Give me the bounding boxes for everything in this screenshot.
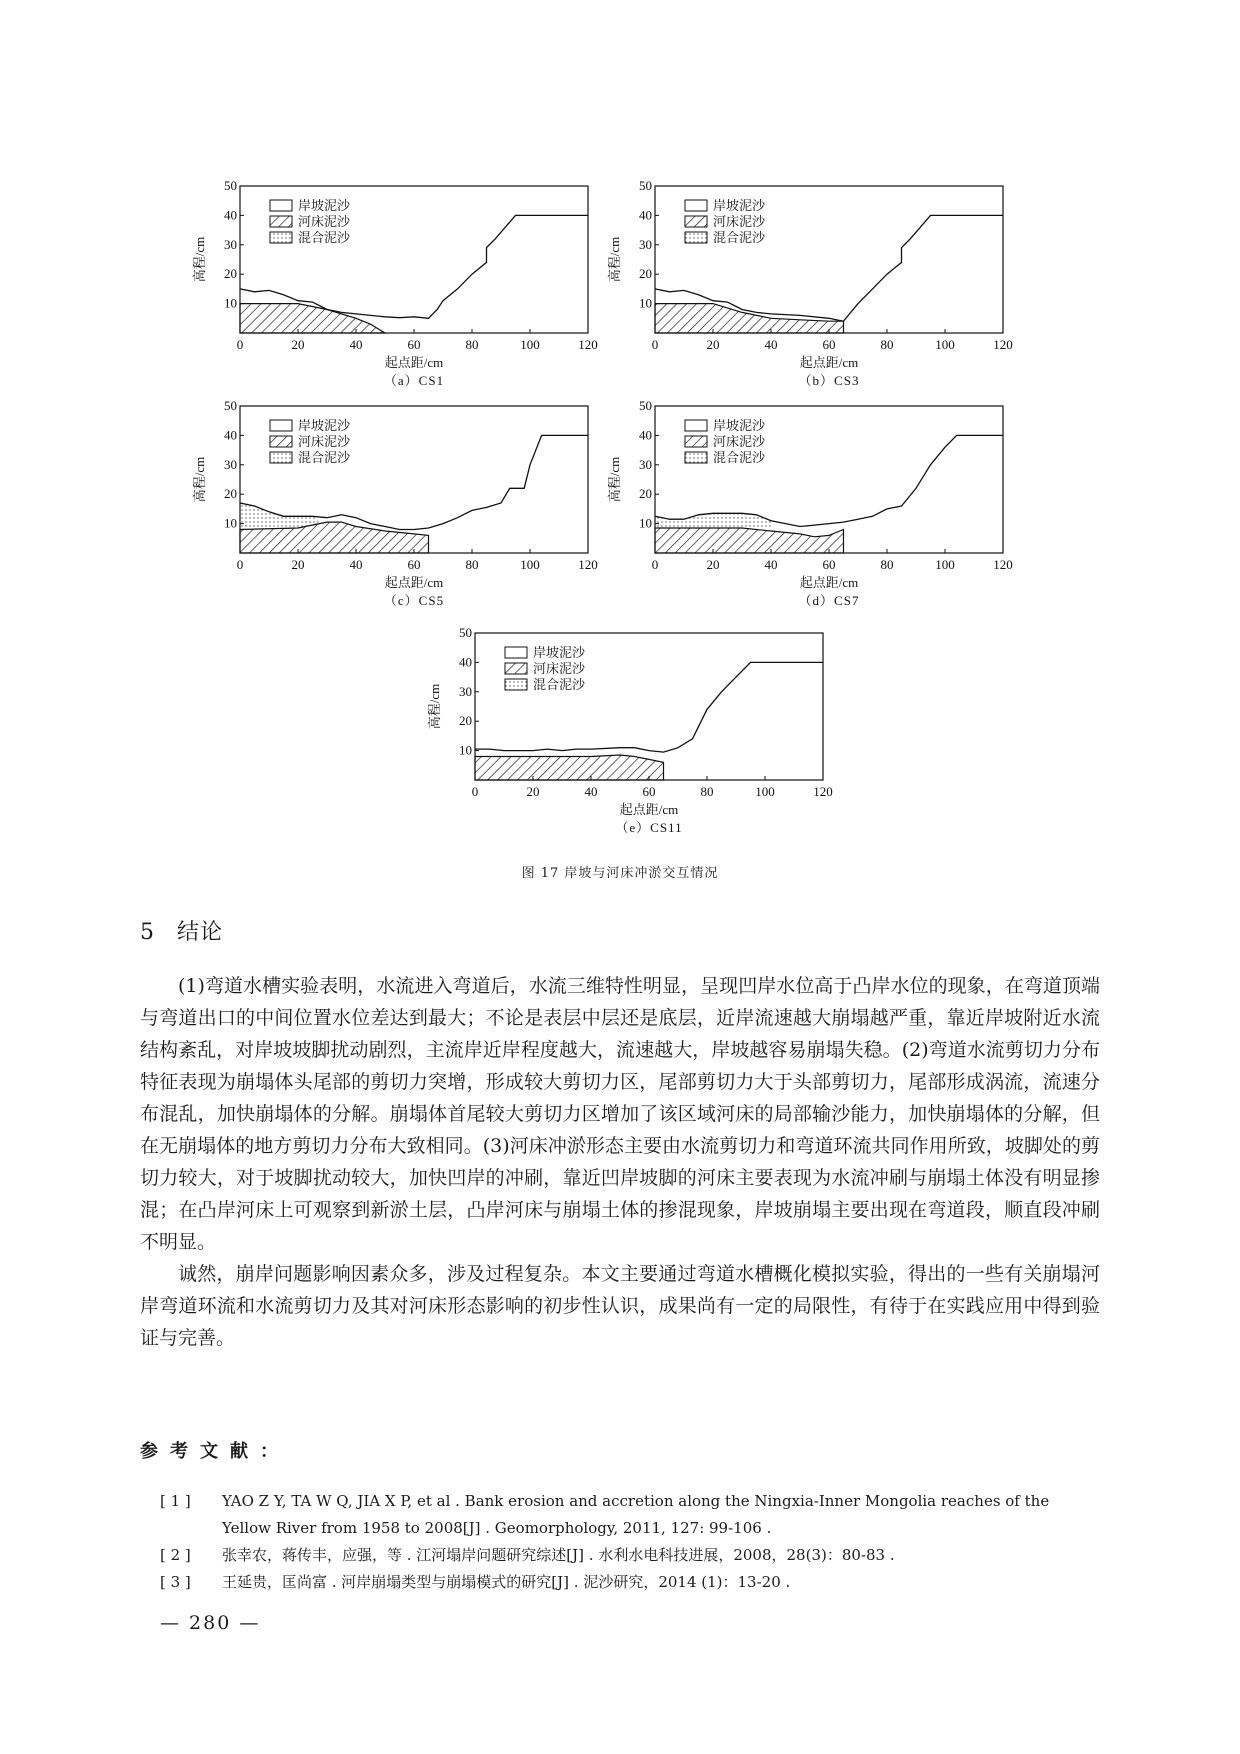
x-axis-label: 起点距/cm: [384, 355, 444, 370]
y-tick-label: 50: [224, 178, 237, 193]
x-tick-label: 40: [764, 557, 778, 572]
y-tick-label: 40: [224, 207, 237, 223]
y-tick-label: 30: [639, 456, 652, 472]
chart-legend: [270, 418, 351, 465]
legend-swatch: [270, 436, 292, 447]
reference-list: [160, 1488, 1080, 1596]
y-tick-label: 30: [224, 236, 237, 252]
chart-legend: [685, 198, 766, 245]
mixed-sediment-area: [655, 513, 771, 528]
y-tick-label: 20: [224, 486, 237, 502]
panel-caption: （e）CS11: [615, 820, 683, 835]
legend-swatch: [505, 679, 527, 690]
x-tick-label: 100: [520, 557, 540, 572]
y-tick-label: 40: [639, 427, 652, 443]
legend-label: 混合泥沙: [533, 677, 586, 692]
legend-label: 河床泥沙: [298, 214, 351, 229]
legend-label: 岸坡泥沙: [533, 645, 586, 660]
chart-legend: [505, 645, 586, 692]
x-tick-label: 120: [578, 337, 598, 352]
x-tick-label: 0: [471, 784, 479, 799]
panel-caption: （c）CS5: [383, 593, 445, 608]
y-tick-label: 40: [224, 427, 237, 443]
x-tick-label: 80: [880, 337, 894, 352]
bed-sediment-area: [655, 528, 844, 553]
x-tick-label: 0: [236, 557, 244, 572]
x-tick-label: 20: [706, 557, 720, 572]
x-tick-label: 60: [407, 337, 421, 352]
reference-index: [ 3 ]: [160, 1573, 191, 1591]
y-axis-label: 高程/cm: [192, 456, 207, 503]
profile-line: [475, 662, 823, 752]
reference-text: 王延贵，匡尚富 . 河岸崩塌类型与崩塌模式的研究[J] . 泥沙研究，2014 (1)：13-20 .: [222, 1573, 791, 1591]
legend-swatch: [685, 452, 707, 463]
legend-swatch: [270, 452, 292, 463]
reference-item: [160, 1542, 1080, 1569]
x-tick-label: 100: [755, 784, 775, 799]
x-tick-label: 60: [822, 557, 836, 572]
y-tick-label: 10: [224, 515, 237, 531]
legend-swatch: [270, 420, 292, 431]
y-tick-label: 50: [639, 398, 652, 413]
references-heading: 参考文献：: [140, 1441, 290, 1462]
legend-swatch: [685, 420, 707, 431]
x-axis-label: 起点距/cm: [384, 575, 444, 590]
x-tick-label: 40: [349, 557, 363, 572]
paragraph: (1)弯道水槽实验表明，水流进入弯道后，水流三维特性明显，呈现凹岸水位高于凸岸水位的现象，在弯道顶端与弯道出口的中间位置水位差达到最大；不论是表层中层还是底层，近岸流速越大崩塌越严重，靠近岸坡附近水流结构紊乱，对岸坡坡脚扰动剧烈，主流岸近岸程度越大，流速越大，岸坡越容易崩塌失稳。(2)弯道水流剪切力分布特征表现为崩塌体头尾部的剪切力突增，形成较大剪切力区，尾部剪切力大于头部剪切力，尾部形成涡流，流速分布混乱，加快崩塌体的分解。崩塌体首尾较大剪切力区增加了该区域河床的局部输沙能力，加快崩塌体的分解，但在无崩塌体的地方剪切力分布大致相同。(3)河床冲淤形态主要由水流剪切力和弯道环流共同作用所致，坡脚处的剪切力较大，对于坡脚扰动较大，加快凹岸的冲刷，靠近凹岸坡脚的河床主要表现为水流冲刷与崩塌土体没有明显掺混；在凸岸河床上可观察到新淤土层，凸岸河床与崩塌土体的掺混现象，岸坡崩塌主要出现在弯道段，顺直段冲刷不明显。: [140, 975, 1100, 1253]
x-axis-label: 起点距/cm: [799, 575, 859, 590]
y-tick-label: 10: [639, 515, 652, 531]
legend-label: 河床泥沙: [713, 214, 766, 229]
x-tick-label: 100: [935, 557, 955, 572]
bed-sediment-area: [240, 304, 385, 333]
y-tick-label: 10: [224, 295, 237, 311]
profile-line: [240, 435, 588, 529]
reference-index: [ 1 ]: [160, 1492, 191, 1510]
y-tick-label: 50: [639, 178, 652, 193]
y-tick-label: 30: [639, 236, 652, 252]
section-heading: [140, 915, 223, 946]
legend-label: 岸坡泥沙: [713, 198, 766, 213]
x-axis-label: 起点距/cm: [799, 355, 859, 370]
reference-text: 张幸农，蒋传丰，应强，等 . 江河塌岸问题研究综述[J] . 水利水电科技进展，2008，28(3)：80-83 .: [222, 1546, 895, 1564]
legend-swatch: [505, 663, 527, 674]
profile-line: [240, 215, 588, 318]
legend-label: 岸坡泥沙: [713, 418, 766, 433]
chart-panel-4: [607, 398, 1013, 608]
x-tick-label: 0: [236, 337, 244, 352]
legend-swatch: [685, 200, 707, 211]
x-tick-label: 80: [465, 557, 479, 572]
x-tick-label: 20: [291, 337, 305, 352]
x-tick-label: 120: [813, 784, 833, 799]
y-axis-label: 高程/cm: [192, 236, 207, 283]
x-tick-label: 80: [880, 557, 894, 572]
legend-swatch: [270, 200, 292, 211]
y-axis-label: 高程/cm: [427, 683, 442, 730]
section-number: 5: [140, 920, 155, 945]
y-axis-label: 高程/cm: [607, 236, 622, 283]
y-tick-label: 10: [459, 742, 472, 758]
chart-panel-3: [192, 398, 598, 608]
reference-index: [ 2 ]: [160, 1546, 191, 1564]
x-tick-label: 100: [935, 337, 955, 352]
legend-label: 混合泥沙: [713, 230, 766, 245]
figure-caption: 图 17 岸坡与河床冲淤交互情况: [521, 866, 719, 881]
x-tick-label: 100: [520, 337, 540, 352]
x-tick-label: 40: [764, 337, 778, 352]
x-tick-label: 80: [700, 784, 714, 799]
x-tick-label: 40: [584, 784, 598, 799]
chart-legend: [270, 198, 351, 245]
y-tick-label: 20: [639, 486, 652, 502]
legend-label: 混合泥沙: [713, 450, 766, 465]
y-tick-label: 30: [459, 683, 472, 699]
paragraph: 诚然，崩岸问题影响因素众多，涉及过程复杂。本文主要通过弯道水槽概化模拟实验，得出的一些有关崩塌河岸弯道环流和水流剪切力及其对河床形态影响的初步性认识，成果尚有一定的局限性，有待于在实践应用中得到验证与完善。: [140, 1263, 1100, 1349]
conclusion-body: [140, 970, 1100, 1354]
profile-line: [655, 435, 1003, 526]
panel-caption: （a）CS1: [383, 373, 445, 388]
x-tick-label: 120: [993, 557, 1013, 572]
reference-item: [160, 1488, 1080, 1542]
legend-swatch: [270, 232, 292, 243]
chart-legend: [685, 418, 766, 465]
bed-sediment-area: [475, 755, 664, 780]
y-tick-label: 20: [639, 266, 652, 282]
y-tick-label: 10: [639, 295, 652, 311]
legend-swatch: [505, 647, 527, 658]
y-axis-label: 高程/cm: [607, 456, 622, 503]
legend-label: 混合泥沙: [298, 450, 351, 465]
legend-swatch: [685, 216, 707, 227]
panel-caption: （d）CS7: [798, 593, 860, 608]
legend-label: 河床泥沙: [533, 661, 586, 676]
legend-swatch: [685, 436, 707, 447]
x-tick-label: 60: [407, 557, 421, 572]
y-tick-label: 20: [459, 713, 472, 729]
legend-swatch: [685, 232, 707, 243]
legend-label: 岸坡泥沙: [298, 418, 351, 433]
x-tick-label: 20: [706, 337, 720, 352]
x-axis-label: 起点距/cm: [619, 802, 679, 817]
x-tick-label: 60: [822, 337, 836, 352]
x-tick-label: 80: [465, 337, 479, 352]
chart-panel-2: [607, 178, 1013, 388]
y-tick-label: 40: [639, 207, 652, 223]
chart-panel-5: [427, 625, 833, 835]
x-tick-label: 0: [651, 557, 659, 572]
y-tick-label: 30: [224, 456, 237, 472]
reference-text: YAO Z Y, TA W Q, JIA X P, et al . Bank erosion and accretion along the Ningxia-Inner Mongolia reaches of the Yellow River from 1958 to 2008[J] . Geomorphology, 2011, 127: 99-106 .: [222, 1492, 1050, 1537]
x-tick-label: 40: [349, 337, 363, 352]
legend-label: 河床泥沙: [713, 434, 766, 449]
y-tick-label: 50: [459, 625, 472, 640]
legend-swatch: [270, 216, 292, 227]
page-number: — 280 —: [160, 1612, 261, 1634]
bed-sediment-area: [655, 304, 844, 333]
reference-item: [160, 1569, 1080, 1596]
y-tick-label: 50: [224, 398, 237, 413]
chart-panel-1: [192, 178, 598, 388]
legend-label: 河床泥沙: [298, 434, 351, 449]
legend-label: 混合泥沙: [298, 230, 351, 245]
x-tick-label: 20: [526, 784, 540, 799]
y-tick-label: 40: [459, 654, 472, 670]
section-title: 结论: [177, 920, 224, 945]
panel-caption: （b）CS3: [798, 373, 860, 388]
x-tick-label: 120: [993, 337, 1013, 352]
x-tick-label: 120: [578, 557, 598, 572]
x-tick-label: 60: [642, 784, 656, 799]
y-tick-label: 20: [224, 266, 237, 282]
x-tick-label: 0: [651, 337, 659, 352]
x-tick-label: 20: [291, 557, 305, 572]
legend-label: 岸坡泥沙: [298, 198, 351, 213]
